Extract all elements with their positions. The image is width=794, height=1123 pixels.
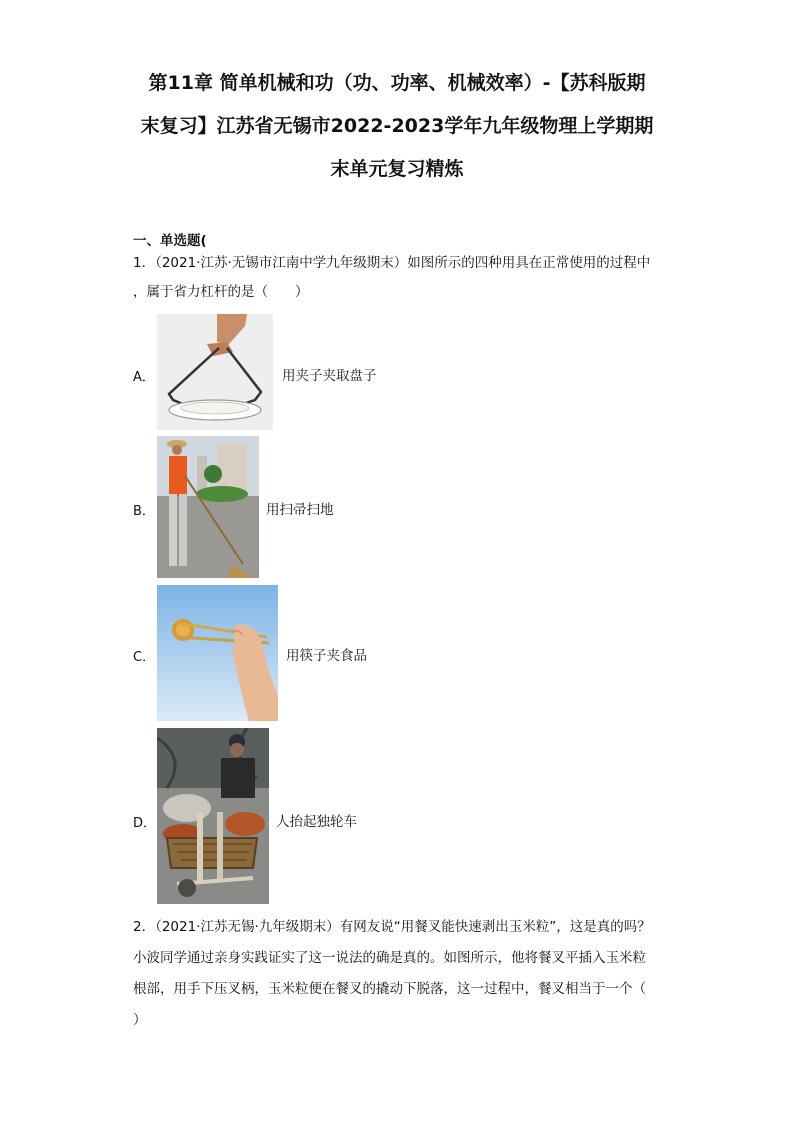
question-2-line-1: 2．（2021·江苏无锡·九年级期末）有网友说“用餐叉能快速剥出玉米粒”，这是真的吗？ — [133, 919, 651, 935]
option-d-image — [157, 728, 269, 904]
option-a-image — [157, 314, 273, 430]
question-2-line-3: 根部，用手下压叉柄，玉米粒便在餐叉的撬动下脱落，这一过程中，餐叉相当于一个（ — [133, 981, 646, 997]
option-d-letter: D． — [133, 816, 157, 831]
title-line-3: 末单元复习精炼 — [330, 158, 464, 180]
option-b-image — [157, 436, 259, 578]
question-1-stem — [133, 249, 673, 307]
option-c-label: 用筷子夹食品 — [286, 648, 367, 664]
option-c-image — [157, 585, 278, 721]
option-c-letter: C． — [133, 650, 156, 665]
page-title — [120, 62, 674, 191]
question-2-line-4: ） — [133, 1012, 147, 1028]
question-1-line-2: ，属于省力杠杆的是（ ） — [133, 284, 309, 300]
title-line-2: 末复习】江苏省无锡市2022-2023学年九年级物理上学期期 — [140, 115, 654, 137]
question-2-line-2: 小波同学通过亲身实践证实了这一说法的确是真的。如图所示，他将餐叉平插入玉米粒 — [133, 950, 646, 966]
option-b-letter: B． — [133, 504, 155, 519]
option-a-letter: A． — [133, 370, 155, 385]
option-b-label: 用扫帚扫地 — [266, 502, 334, 518]
question-2-stem — [133, 912, 673, 1036]
section-heading: 一、单选题( — [133, 233, 207, 249]
option-d-label: 人抬起独轮车 — [276, 814, 357, 830]
question-1-line-1: 1．（2021·江苏·无锡市江南中学九年级期末）如图所示的四种用具在正常使用的过程中 — [133, 255, 651, 271]
title-line-1: 第11章 简单机械和功（功、功率、机械效率）-【苏科版期 — [148, 72, 646, 94]
option-a-label: 用夹子夹取盘子 — [282, 368, 377, 384]
